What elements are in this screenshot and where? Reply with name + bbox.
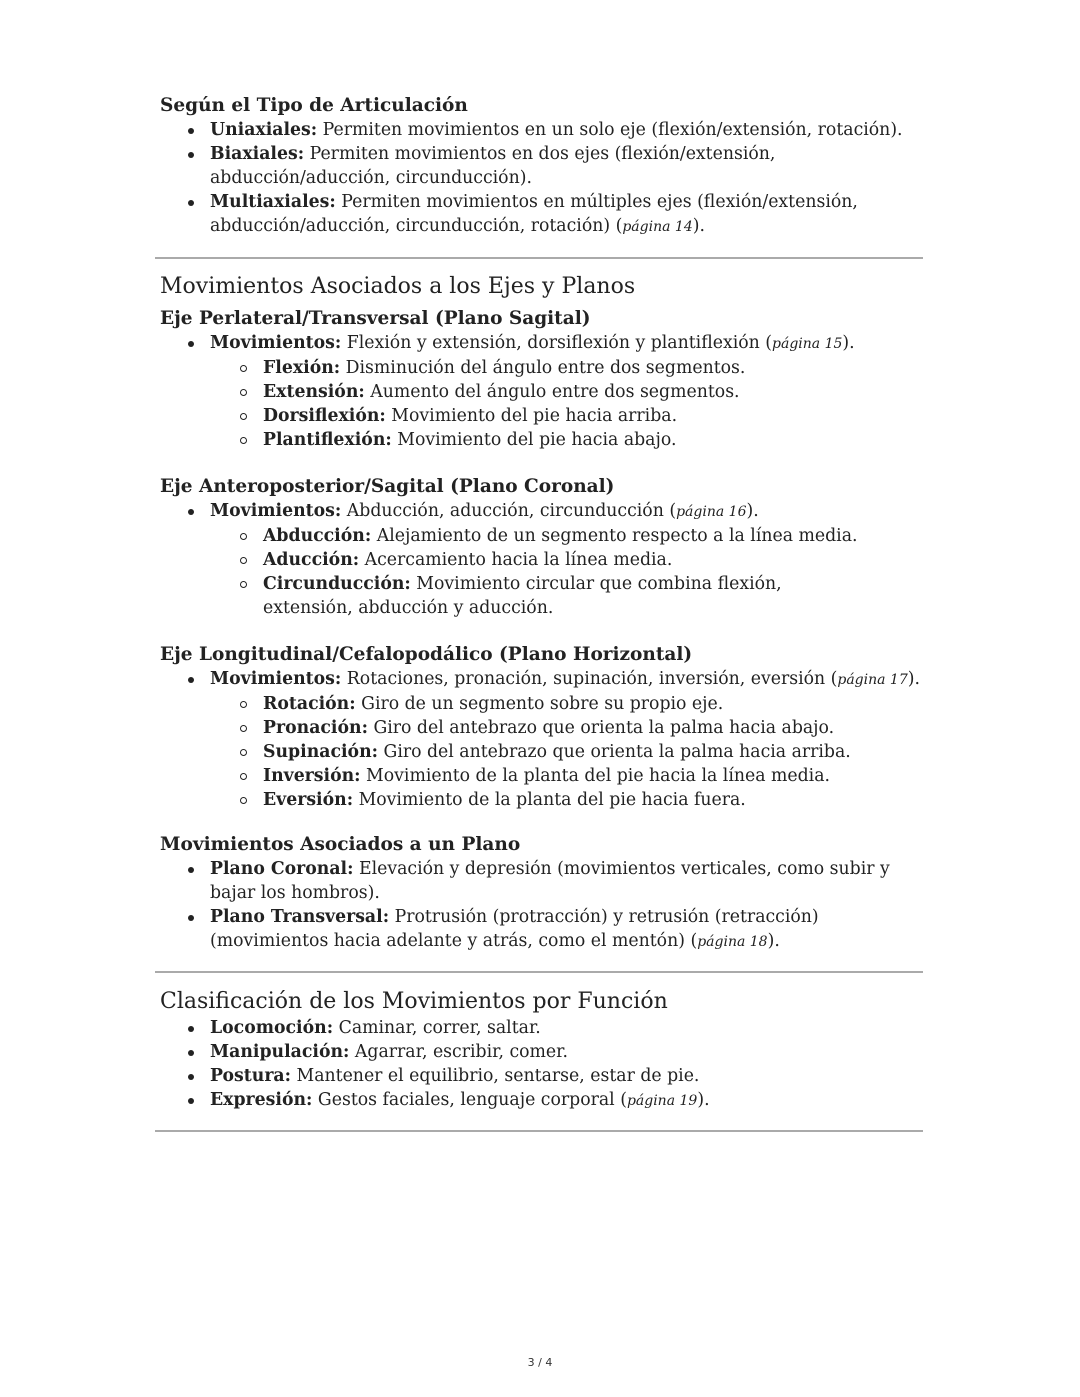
list-item: Manipulación: Agarrar, escribir, comer. (160, 1040, 930, 1064)
coronal-list (160, 499, 930, 524)
page-indicator: 3 / 4 (527, 1356, 553, 1369)
list-item: Biaxiales: Permiten movimientos en dos ejes (flexión/extensión, abducción/aducción, circunducción). (160, 142, 930, 190)
sublist-item: Pronación: Giro del antebrazo que orienta la palma hacia abajo. (160, 716, 930, 740)
section-tipo-articulacion (160, 94, 930, 239)
section-coronal (160, 475, 930, 620)
sagital-sublist (160, 356, 930, 452)
subsection-heading-horizontal: Eje Longitudinal/Cefalopodálico (Plano Horizontal) (160, 644, 693, 665)
section-title: Movimientos Asociados a los Ejes y Planos (160, 274, 636, 299)
sublist-item: Supinación: Giro del antebrazo que orienta la palma hacia arriba. (160, 740, 930, 764)
section-title: Clasificación de los Movimientos por Función (160, 989, 668, 1014)
sublist-item: Inversión: Movimiento de la planta del pie hacia la línea media. (160, 764, 930, 788)
sublist-item: Extensión: Aumento del ángulo entre dos segmentos. (160, 380, 930, 404)
sublist-item: Aducción: Acercamiento hacia la línea media. (160, 548, 930, 572)
list-item: Multiaxiales: Permiten movimientos en múltiples ejes (flexión/extensión, abducción/aducción, circunducción, rotación) (página 14). (160, 190, 930, 239)
section-heading: Según el Tipo de Articulación (160, 95, 468, 116)
subsection-heading-un-plano: Movimientos Asociados a un Plano (160, 834, 521, 855)
list-item: Movimientos: Flexión y extensión, dorsiflexión y plantiflexión (página 15). (160, 331, 930, 356)
articulacion-list (160, 118, 930, 239)
sublist-item: Plantiflexión: Movimiento del pie hacia abajo. (160, 428, 930, 452)
page-reference: página 16 (676, 504, 747, 520)
horizontal-sublist (160, 692, 930, 812)
sublist-item: Eversión: Movimiento de la planta del pie hacia fuera. (160, 788, 930, 812)
list-item: Movimientos: Abducción, aducción, circunducción (página 16). (160, 499, 930, 524)
sublist-item: Circunducción: Movimiento circular que combina flexión, extensión, abducción y aducción. (160, 572, 930, 620)
divider (155, 1130, 923, 1132)
sagital-list (160, 331, 930, 356)
divider (155, 257, 923, 259)
list-item: Postura: Mantener el equilibrio, sentarse, estar de pie. (160, 1064, 930, 1088)
sublist-item: Abducción: Alejamiento de un segmento respecto a la línea media. (160, 524, 930, 548)
sublist-item: Rotación: Giro de un segmento sobre su propio eje. (160, 692, 930, 716)
page-reference: página 17 (837, 672, 908, 688)
section-funcion (160, 988, 930, 1113)
page-reference: página 18 (697, 934, 768, 950)
horizontal-list (160, 667, 930, 692)
section-horizontal (160, 643, 930, 812)
list-item: Plano Coronal: Elevación y depresión (movimientos verticales, como subir y bajar los hombros). (160, 857, 930, 905)
sublist-item: Dorsiflexión: Movimiento del pie hacia arriba. (160, 404, 930, 428)
subsection-heading-sagital: Eje Perlateral/Transversal (Plano Sagital) (160, 308, 591, 329)
page-reference: página 14 (622, 219, 693, 235)
list-item: Expresión: Gestos faciales, lenguaje corporal (página 19). (160, 1088, 930, 1113)
sublist-item: Flexión: Disminución del ángulo entre dos segmentos. (160, 356, 930, 380)
list-item: Plano Transversal: Protrusión (protracción) y retrusión (retracción) (movimientos hacia adelante y atrás, como el mentón) (página 18). (160, 905, 930, 954)
subsection-heading-coronal: Eje Anteroposterior/Sagital (Plano Coronal) (160, 476, 615, 497)
funcion-list (160, 1016, 930, 1113)
section-un-plano (160, 833, 930, 954)
list-item: Movimientos: Rotaciones, pronación, supinación, inversión, eversión (página 17). (160, 667, 930, 692)
un-plano-list (160, 857, 930, 954)
page-reference: página 15 (772, 336, 843, 352)
list-item: Uniaxiales: Permiten movimientos en un solo eje (flexión/extensión, rotación). (160, 118, 930, 142)
page-reference: página 19 (626, 1093, 698, 1109)
coronal-sublist (160, 524, 930, 620)
section-ejes-planos (160, 273, 930, 452)
list-item: Locomoción: Caminar, correr, saltar. (160, 1016, 930, 1040)
divider (155, 971, 923, 973)
